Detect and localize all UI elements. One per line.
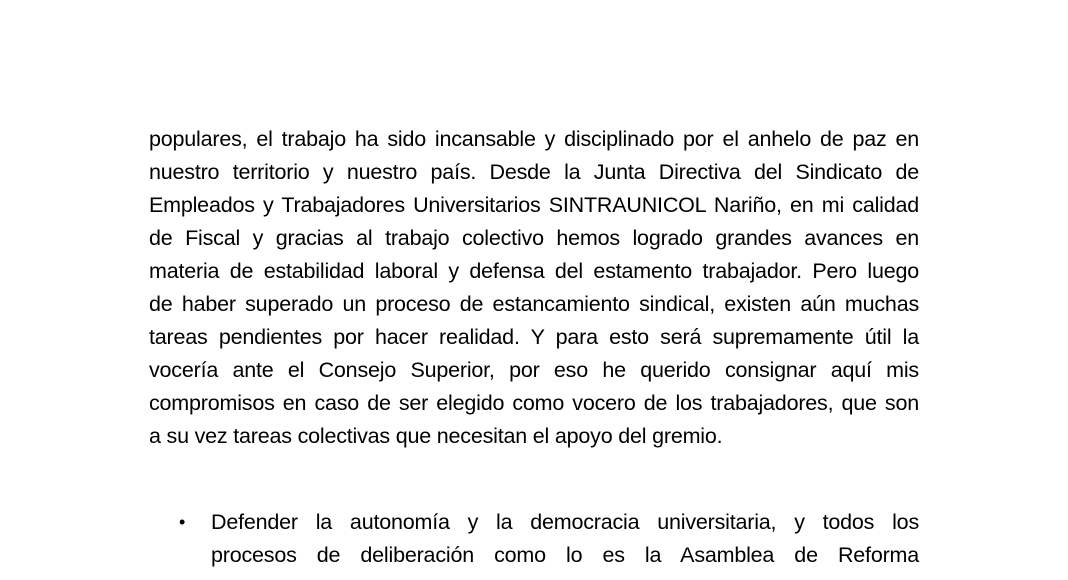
paragraph-line: a su vez tareas colectivas que necesitan el apoyo del gremio. — [149, 424, 723, 448]
bullet-item — [149, 506, 919, 572]
paragraph-line: de haber superado un proceso de estancamiento sindical, existen aún muchas — [149, 292, 919, 316]
paragraph-line: vocería ante el Consejo Superior, por eso he querido consignar aquí mis — [149, 358, 919, 382]
paragraph-line: tareas pendientes por hacer realidad. Y para esto será supremamente útil la — [149, 325, 919, 349]
bullet-line: procesos de deliberación como lo es la Asamblea de Reforma — [211, 543, 919, 567]
bullet-icon: • — [179, 512, 186, 532]
bullet-line: Defender la autonomía y la democracia universitaria, y todos los — [211, 510, 919, 534]
paragraph-line: nuestro territorio y nuestro país. Desde la Junta Directiva del Sindicato de — [149, 160, 919, 184]
bullet-list — [149, 506, 919, 572]
paragraph-line: populares, el trabajo ha sido incansable y disciplinado por el anhelo de paz en — [149, 127, 919, 151]
body-paragraph — [149, 123, 919, 453]
paragraph-line: materia de estabilidad laboral y defensa del estamento trabajador. Pero luego — [149, 259, 919, 283]
paragraph-line: compromisos en caso de ser elegido como vocero de los trabajadores, que son — [149, 391, 919, 415]
paragraph-line: de Fiscal y gracias al trabajo colectivo hemos logrado grandes avances en — [149, 226, 919, 250]
paragraph-line: Empleados y Trabajadores Universitarios SINTRAUNICOL Nariño, en mi calidad — [149, 193, 919, 217]
